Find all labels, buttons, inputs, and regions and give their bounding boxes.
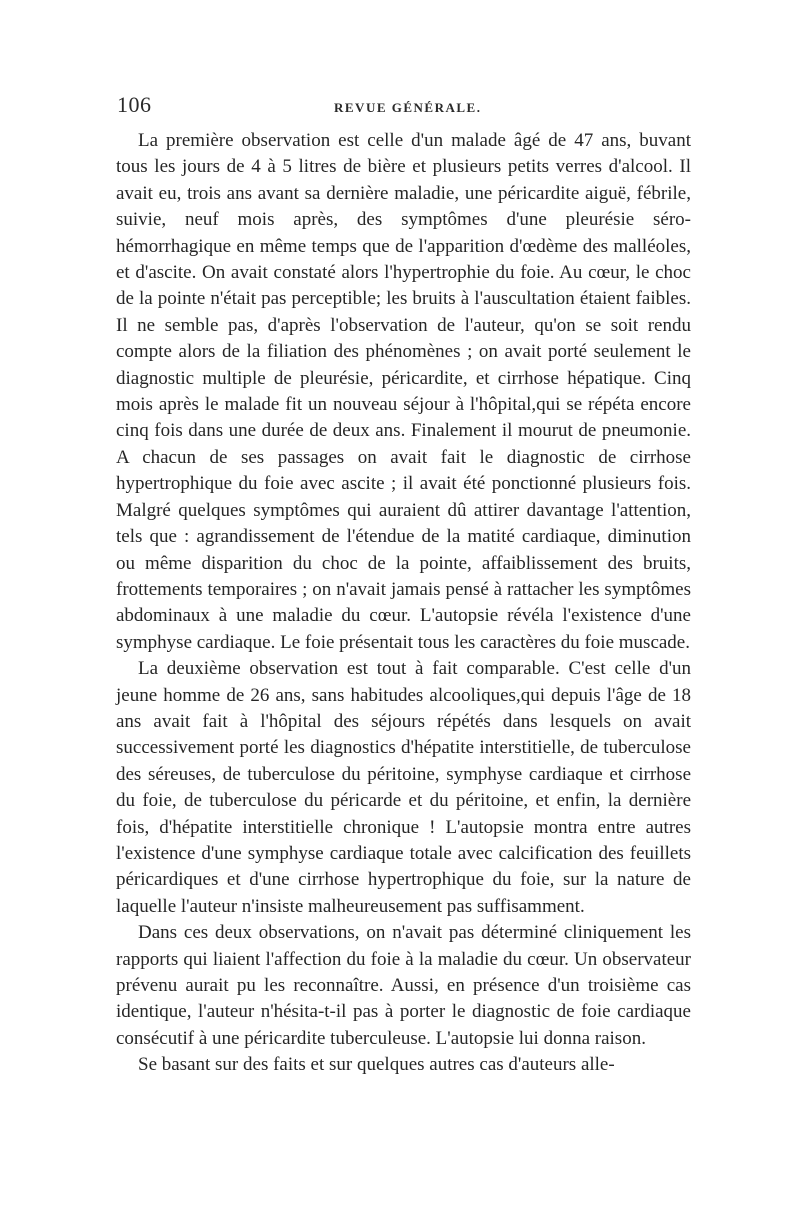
paragraph-continuation: Se basant sur des faits et sur quelques autres cas d'auteurs alle- xyxy=(138,1054,615,1076)
paragraph-first-observation: La première observation est celle d'un malade âgé de 47 ans, buvant tous les jours de 4 à 5 litres de bière et plusieurs petits verres d'alcool. Il avait eu, trois ans avant sa dernière maladie, une péricardite aiguë, fébrile, suivie, neuf mois après, des symptômes d'une pleurésie séro-hémorrhagique en même temps que de l'apparition d'œdème des malléoles, et d'ascite. On avait constaté alors l'hypertrophie du foie. Au cœur, le choc de la pointe n'était pas perceptible; les bruits à l'auscultation étaient faibles. Il ne semble pas, d'après l'observation de l'auteur, qu'on se soit rendu compte alors de la filiation des phénomènes ; on avait porté seulement le diagnostic multiple de pleurésie, péricardite, et cirrhose hépatique. Cinq mois après le malade fit un nouveau séjour à l'hôpital,qui se répéta encore cinq fois dans une durée de deux ans. Finalement il mourut de pneumonie. A chacun de ses passages on avait fait le diagnostic de cirrhose hypertrophique du foie avec ascite ; il avait été ponctionné plusieurs fois. Malgré quelques symptômes qui auraient dû attirer davantage l'attention, tels que : agrandissement de l'étendue de la matité cardiaque, diminution ou même disparition du choc de la pointe, affaiblissement des bruits, frottements temporaires ; on n'avait jamais pensé à rattacher les symptômes abdominaux à une maladie du cœur. L'autopsie révéla l'existence d'une symphyse cardiaque. Le foie présentait tous les caractères du foie muscade. xyxy=(116,130,691,653)
paragraph-diagnosis: Dans ces deux observations, on n'avait pas déterminé cliniquement les rapports qui liaient l'affection du foie à la maladie du cœur. Un observateur prévenu aurait pu les reconnaître. Aussi, en présence d'un troisième cas identique, l'auteur n'hésita-t-il pas à porter le diagnostic de foie cardiaque consécutif à une péricardite tuberculeuse. L'autopsie lui donna raison. xyxy=(116,922,691,1049)
page-number: 106 xyxy=(117,92,152,117)
body-text xyxy=(116,128,691,1079)
page-header xyxy=(117,92,692,122)
paragraph-second-observation: La deuxième observation est tout à fait comparable. C'est celle d'un jeune homme de 26 ans, sans habitudes alcooliques,qui depuis l'âge de 18 ans avait fait à l'hôpital des séjours répétés dans lesquels on avait successivement porté les diagnostics d'hépatite interstitielle, de tuberculose des séreuses, de tuberculose du péritoine, symphyse cardiaque et cirrhose du foie, de tuberculose du péricarde et du péritoine, et enfin, la dernière fois, d'hépatite interstitielle chronique ! L'autopsie montra entre autres l'existence d'une symphyse cardiaque totale avec calcification des feuillets péricardiques et d'une cirrhose hypertrophique du foie, sur la nature de laquelle l'auteur n'insiste malheureusement pas suffisamment. xyxy=(116,658,691,917)
running-head: REVUE GÉNÉRALE. xyxy=(334,100,482,115)
